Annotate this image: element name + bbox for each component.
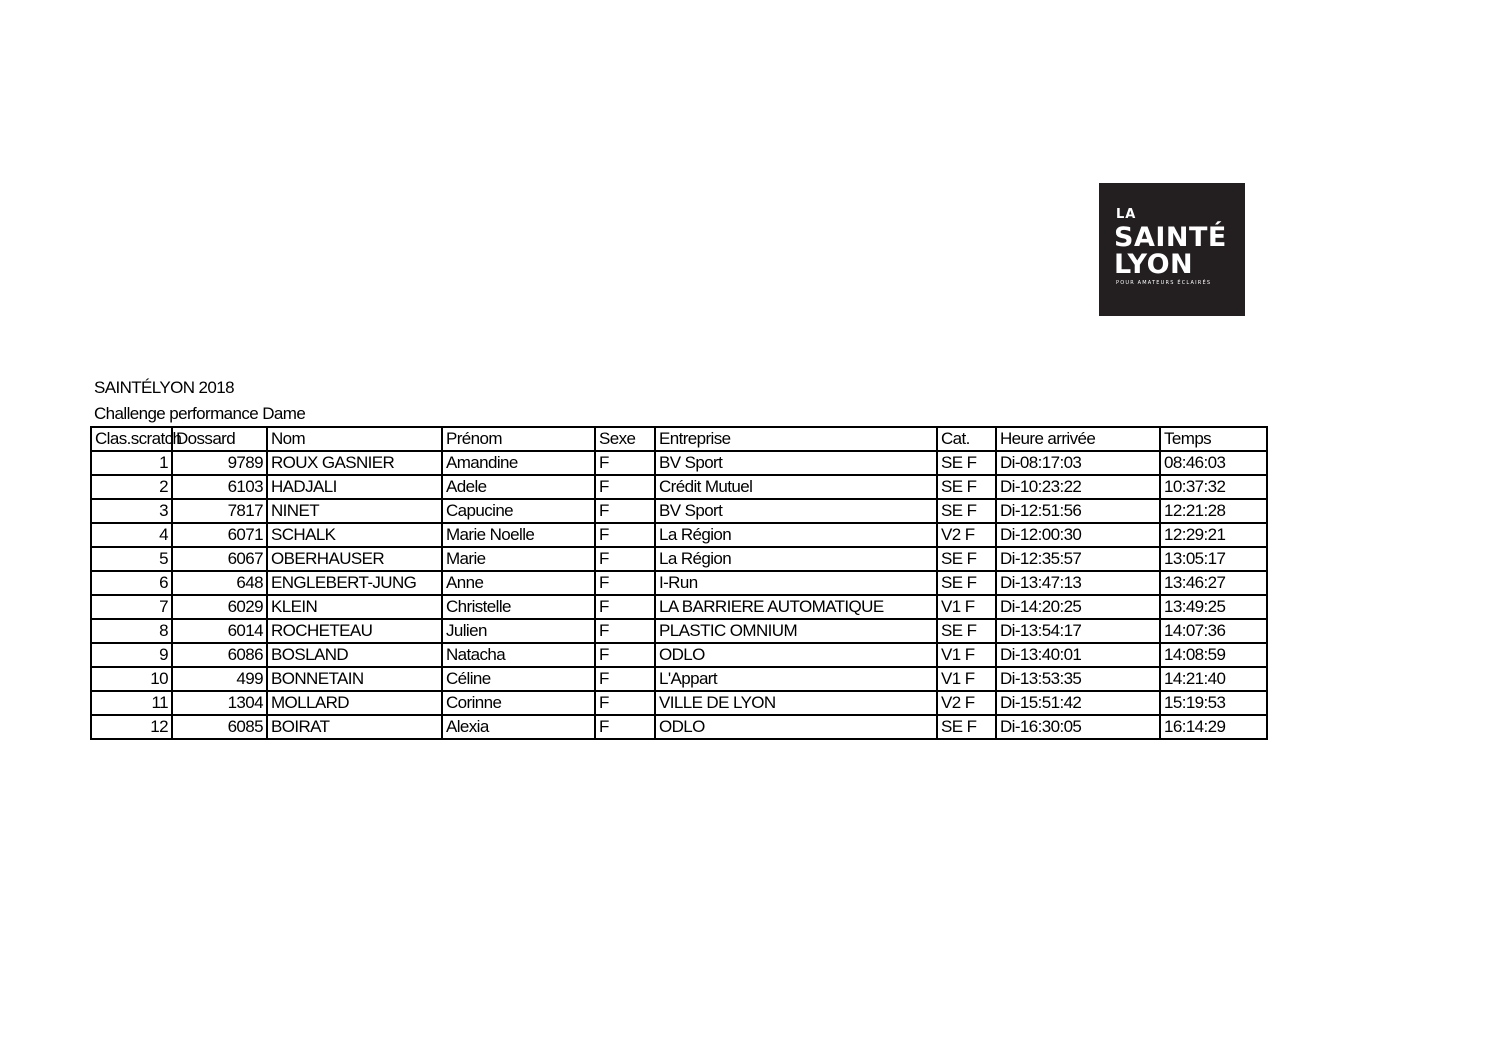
document-subtitle: Challenge performance Dame (94, 404, 306, 423)
cell-entreprise: BV Sport (655, 499, 937, 523)
cell-nom: HADJALI (267, 475, 442, 499)
cell-entreprise: PLASTIC OMNIUM (655, 619, 937, 643)
cell-prenom: Alexia (442, 715, 595, 739)
cell-cat: SE F (937, 547, 996, 571)
cell-nom: ROCHETEAU (267, 619, 442, 643)
cell-dossard: 499 (172, 667, 267, 691)
cell-entreprise: VILLE DE LYON (655, 691, 937, 715)
saintelyon-logo (1099, 183, 1245, 316)
header-sexe: Sexe (595, 427, 655, 451)
cell-entreprise: ODLO (655, 715, 937, 739)
cell-entreprise: ODLO (655, 643, 937, 667)
cell-entreprise: LA BARRIERE AUTOMATIQUE (655, 595, 937, 619)
table-row (91, 715, 1267, 739)
cell-cat: SE F (937, 499, 996, 523)
header-temps: Temps (1160, 427, 1267, 451)
table-row (91, 691, 1267, 715)
cell-sexe: F (595, 595, 655, 619)
cell-dossard: 6067 (172, 547, 267, 571)
cell-prenom: Christelle (442, 595, 595, 619)
cell-prenom: Céline (442, 667, 595, 691)
table-row (91, 523, 1267, 547)
cell-rank: 8 (91, 619, 172, 643)
cell-temps: 13:05:17 (1160, 547, 1267, 571)
cell-entreprise: Crédit Mutuel (655, 475, 937, 499)
cell-entreprise: La Région (655, 523, 937, 547)
cell-heure-arrivee: Di-13:40:01 (996, 643, 1160, 667)
cell-dossard: 1304 (172, 691, 267, 715)
table-row (91, 451, 1267, 475)
cell-nom: BOIRAT (267, 715, 442, 739)
header-prenom: Prénom (442, 427, 595, 451)
cell-rank: 6 (91, 571, 172, 595)
cell-prenom: Capucine (442, 499, 595, 523)
cell-entreprise: BV Sport (655, 451, 937, 475)
header-nom: Nom (267, 427, 442, 451)
cell-prenom: Julien (442, 619, 595, 643)
header-entreprise: Entreprise (655, 427, 937, 451)
logo-line-lyon: LYON (1114, 249, 1194, 280)
cell-prenom: Adele (442, 475, 595, 499)
cell-nom: BONNETAIN (267, 667, 442, 691)
table-row (91, 667, 1267, 691)
cell-heure-arrivee: Di-12:00:30 (996, 523, 1160, 547)
logo-line-sainte: SAINTÉ (1114, 222, 1227, 253)
cell-prenom: Marie Noelle (442, 523, 595, 547)
cell-heure-arrivee: Di-13:47:13 (996, 571, 1160, 595)
cell-nom: MOLLARD (267, 691, 442, 715)
cell-rank: 7 (91, 595, 172, 619)
cell-cat: SE F (937, 451, 996, 475)
cell-sexe: F (595, 523, 655, 547)
cell-dossard: 6071 (172, 523, 267, 547)
cell-rank: 3 (91, 499, 172, 523)
cell-heure-arrivee: Di-13:53:35 (996, 667, 1160, 691)
cell-prenom: Anne (442, 571, 595, 595)
table-row (91, 499, 1267, 523)
cell-rank: 10 (91, 667, 172, 691)
cell-sexe: F (595, 619, 655, 643)
table-row (91, 595, 1267, 619)
cell-nom: KLEIN (267, 595, 442, 619)
results-table (90, 426, 1268, 740)
cell-dossard: 6103 (172, 475, 267, 499)
cell-rank: 1 (91, 451, 172, 475)
cell-cat: V1 F (937, 667, 996, 691)
cell-entreprise: La Région (655, 547, 937, 571)
cell-nom: SCHALK (267, 523, 442, 547)
cell-heure-arrivee: Di-13:54:17 (996, 619, 1160, 643)
table-row (91, 571, 1267, 595)
cell-temps: 14:08:59 (1160, 643, 1267, 667)
cell-temps: 08:46:03 (1160, 451, 1267, 475)
cell-cat: SE F (937, 475, 996, 499)
cell-temps: 10:37:32 (1160, 475, 1267, 499)
cell-sexe: F (595, 475, 655, 499)
logo-line-la: LA (1116, 207, 1137, 222)
cell-entreprise: L'Appart (655, 667, 937, 691)
cell-prenom: Amandine (442, 451, 595, 475)
cell-temps: 15:19:53 (1160, 691, 1267, 715)
cell-dossard: 6014 (172, 619, 267, 643)
cell-dossard: 9789 (172, 451, 267, 475)
cell-cat: V2 F (937, 523, 996, 547)
cell-rank: 2 (91, 475, 172, 499)
cell-temps: 12:21:28 (1160, 499, 1267, 523)
cell-dossard: 6029 (172, 595, 267, 619)
cell-nom: NINET (267, 499, 442, 523)
cell-temps: 13:49:25 (1160, 595, 1267, 619)
cell-temps: 14:21:40 (1160, 667, 1267, 691)
cell-nom: ROUX GASNIER (267, 451, 442, 475)
cell-nom: ENGLEBERT-JUNG (267, 571, 442, 595)
cell-sexe: F (595, 715, 655, 739)
cell-heure-arrivee: Di-12:35:57 (996, 547, 1160, 571)
cell-temps: 12:29:21 (1160, 523, 1267, 547)
cell-nom: BOSLAND (267, 643, 442, 667)
table-row (91, 475, 1267, 499)
cell-prenom: Marie (442, 547, 595, 571)
cell-cat: SE F (937, 571, 996, 595)
cell-sexe: F (595, 571, 655, 595)
cell-prenom: Corinne (442, 691, 595, 715)
cell-heure-arrivee: Di-12:51:56 (996, 499, 1160, 523)
cell-heure-arrivee: Di-08:17:03 (996, 451, 1160, 475)
cell-dossard: 6085 (172, 715, 267, 739)
cell-rank: 11 (91, 691, 172, 715)
cell-temps: 13:46:27 (1160, 571, 1267, 595)
cell-sexe: F (595, 667, 655, 691)
cell-dossard: 648 (172, 571, 267, 595)
table-row (91, 643, 1267, 667)
cell-heure-arrivee: Di-16:30:05 (996, 715, 1160, 739)
table-row (91, 619, 1267, 643)
cell-temps: 16:14:29 (1160, 715, 1267, 739)
cell-sexe: F (595, 643, 655, 667)
cell-temps: 14:07:36 (1160, 619, 1267, 643)
cell-cat: V1 F (937, 643, 996, 667)
cell-nom: OBERHAUSER (267, 547, 442, 571)
logo-tagline: POUR AMATEURS ÉCLAIRÉS (1116, 280, 1212, 286)
table-row (91, 547, 1267, 571)
cell-prenom: Natacha (442, 643, 595, 667)
cell-rank: 4 (91, 523, 172, 547)
document-title: SAINTÉLYON 2018 (94, 378, 234, 397)
cell-rank: 5 (91, 547, 172, 571)
table-header-row (91, 427, 1267, 451)
cell-dossard: 7817 (172, 499, 267, 523)
header-heure-arrivee: Heure arrivée (996, 427, 1160, 451)
cell-cat: V1 F (937, 595, 996, 619)
cell-rank: 9 (91, 643, 172, 667)
cell-heure-arrivee: Di-15:51:42 (996, 691, 1160, 715)
cell-heure-arrivee: Di-14:20:25 (996, 595, 1160, 619)
cell-cat: SE F (937, 715, 996, 739)
cell-sexe: F (595, 451, 655, 475)
cell-cat: SE F (937, 619, 996, 643)
cell-heure-arrivee: Di-10:23:22 (996, 475, 1160, 499)
cell-rank: 12 (91, 715, 172, 739)
header-dossard: Dossard (172, 427, 267, 451)
cell-cat: V2 F (937, 691, 996, 715)
cell-entreprise: I-Run (655, 571, 937, 595)
cell-sexe: F (595, 547, 655, 571)
cell-sexe: F (595, 499, 655, 523)
cell-dossard: 6086 (172, 643, 267, 667)
cell-sexe: F (595, 691, 655, 715)
header-clas-scratch: Clas.scratch (91, 427, 172, 451)
header-cat: Cat. (937, 427, 996, 451)
